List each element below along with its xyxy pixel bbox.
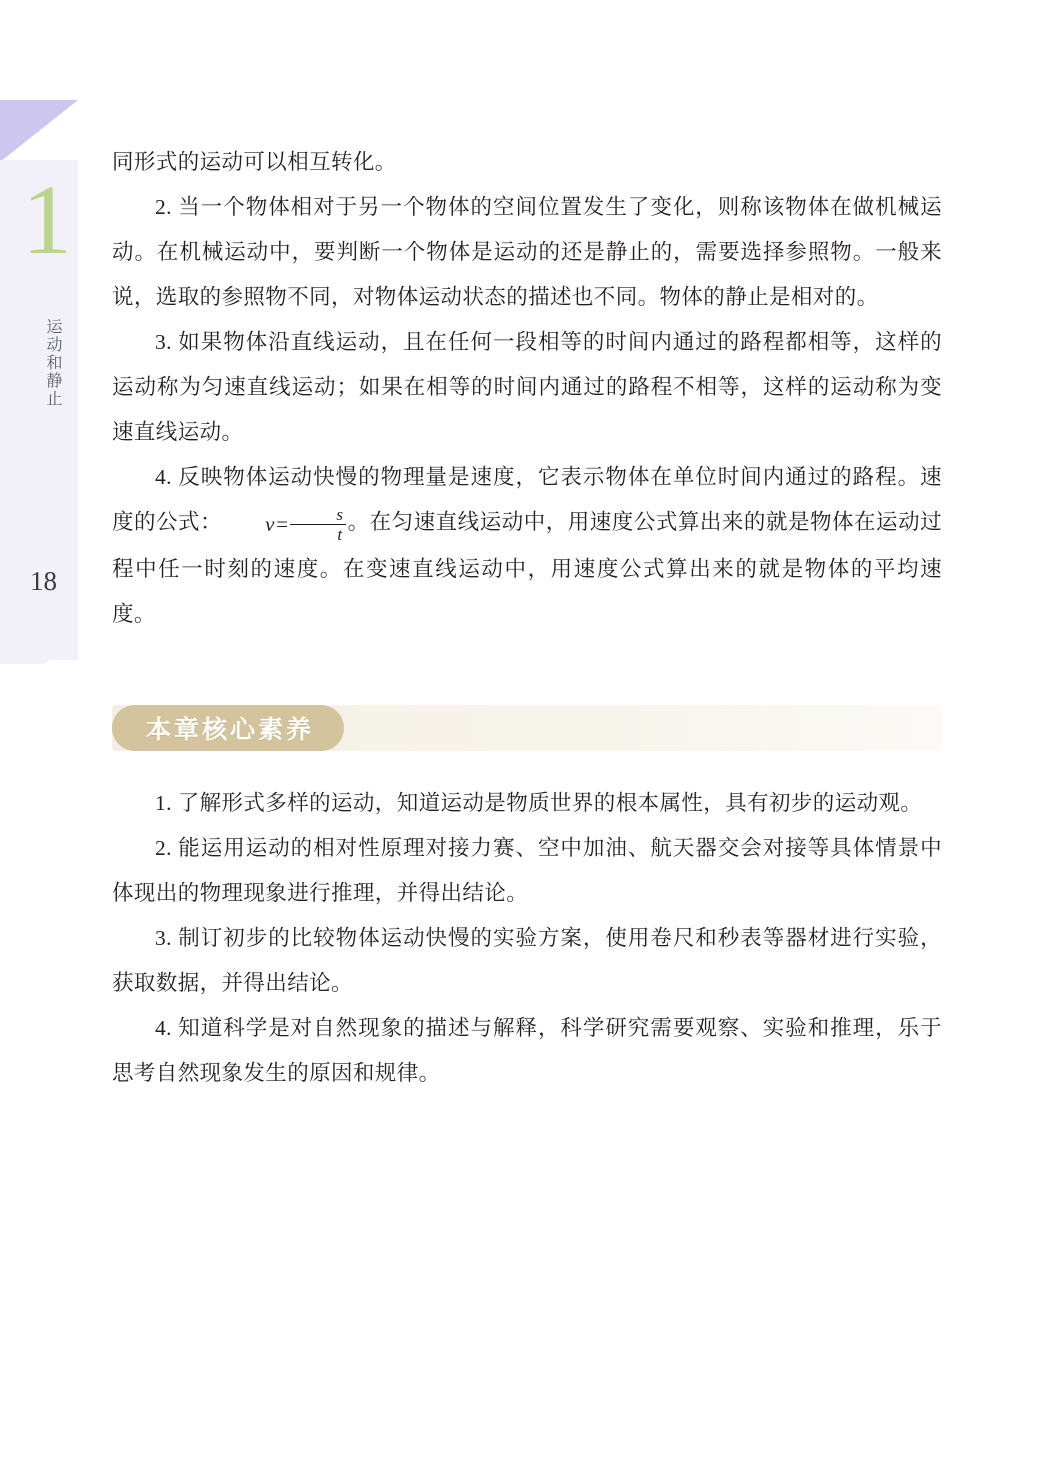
paragraph-item-2: 2. 当一个物体相对于另一个物体的空间位置发生了变化，则称该物体在做机械运动。在机械运动中，要判断一个物体是运动的还是静止的，需要选择参照物。一般来说，选取的参照物不同，对物体运动状态的描述也不同。物体的静止是相对的。 — [112, 195, 942, 309]
section-banner — [112, 705, 942, 751]
page-content — [112, 140, 942, 1096]
formula-equals: = — [274, 511, 290, 536]
paragraph-continuation: 同形式的运动可以相互转化。 — [112, 150, 397, 174]
section-item-2: 2. 能运用运动的相对性原理对接力赛、空中加油、航天器交会对接等具体情景中体现出的物理现象进行推理，并得出结论。 — [112, 835, 942, 905]
formula-denominator: t — [337, 525, 343, 544]
paragraph-item-4-before: 4. 反映物体运动快慢的物理量是速度，它表示物体在单位时间内通过的路程。速度的公式： — [112, 465, 942, 534]
formula-variable-v: v — [265, 511, 275, 536]
chapter-title-vertical: 运动和静止 — [44, 318, 61, 408]
page-number: 18 — [30, 566, 57, 596]
paragraph-item-4-after: 。在匀速直线运动中，用速度公式算出来的就是物体在运动过程中任一时刻的速度。在变速直线运动中，用速度公式算出来的就是物体的平均速度。 — [112, 510, 942, 626]
section-body — [112, 781, 942, 1096]
formula-fraction — [290, 506, 346, 543]
section-item-1: 1. 了解形式多样的运动，知道运动是物质世界的根本属性，具有初步的运动观。 — [155, 790, 923, 815]
section-banner-pill — [112, 705, 344, 751]
chapter-rail — [0, 0, 100, 1474]
section-banner-label: 本章核心素养 — [146, 715, 315, 744]
formula-numerator: s — [336, 505, 344, 524]
rail-corner-decoration — [0, 100, 78, 162]
chapter-number: 1 — [22, 164, 72, 275]
speed-formula — [222, 502, 347, 547]
section-item-4: 4. 知道科学是对自然现象的描述与解释，科学研究需要观察、实验和推理，乐于思考自然现象发生的原因和规律。 — [112, 1015, 942, 1085]
paragraph-item-3: 3. 如果物体沿直线运动，且在任何一段相等的时间内通过的路程都相等，这样的运动称为匀速直线运动；如果在相等的时间内通过的路程不相等，这样的运动称为变速直线运动。 — [112, 330, 942, 444]
paragraph-item-4 — [112, 455, 942, 637]
section-item-3: 3. 制订初步的比较物体运动快慢的实验方案，使用卷尺和秒表等器材进行实验，获取数据，并得出结论。 — [112, 925, 942, 995]
